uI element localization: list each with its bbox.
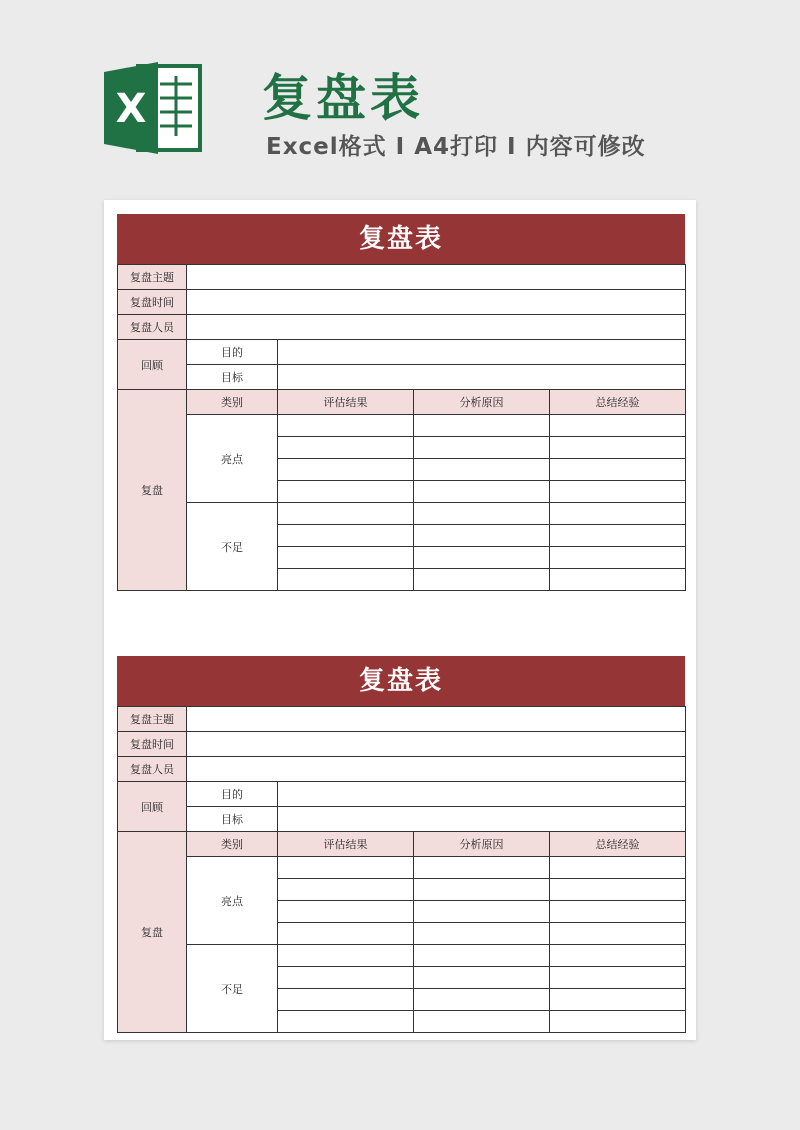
table-cell[interactable] bbox=[278, 923, 414, 945]
table-cell[interactable] bbox=[278, 547, 414, 569]
excel-logo-icon bbox=[104, 60, 204, 156]
table-cell[interactable] bbox=[278, 945, 414, 967]
table-cell[interactable] bbox=[550, 857, 686, 879]
topic-label: 复盘主题 bbox=[118, 265, 187, 290]
col-header-summary: 总结经验 bbox=[550, 832, 686, 857]
highlight-label: 亮点 bbox=[187, 857, 278, 945]
table-cell[interactable] bbox=[414, 989, 550, 1011]
table-cell[interactable] bbox=[278, 437, 414, 459]
table-cell[interactable] bbox=[278, 967, 414, 989]
shortfall-label: 不足 bbox=[187, 945, 278, 1033]
purpose-label: 目的 bbox=[187, 340, 278, 365]
shortfall-label: 不足 bbox=[187, 503, 278, 591]
table-cell[interactable] bbox=[278, 459, 414, 481]
people-cell[interactable] bbox=[187, 757, 686, 782]
table-cell[interactable] bbox=[278, 989, 414, 1011]
goal-cell[interactable] bbox=[278, 365, 686, 390]
col-header-result: 评估结果 bbox=[278, 390, 414, 415]
table-cell[interactable] bbox=[550, 945, 686, 967]
table-cell[interactable] bbox=[414, 437, 550, 459]
table-cell[interactable] bbox=[414, 481, 550, 503]
col-header-reason: 分析原因 bbox=[414, 390, 550, 415]
col-header-result: 评估结果 bbox=[278, 832, 414, 857]
table-cell[interactable] bbox=[550, 547, 686, 569]
table-cell[interactable] bbox=[550, 569, 686, 591]
table-cell[interactable] bbox=[278, 481, 414, 503]
sheet-title: 复盘表 bbox=[117, 214, 685, 264]
time-label: 复盘时间 bbox=[118, 290, 187, 315]
topic-cell[interactable] bbox=[187, 265, 686, 290]
topic-label: 复盘主题 bbox=[118, 707, 187, 732]
purpose-cell[interactable] bbox=[278, 782, 686, 807]
table-cell[interactable] bbox=[278, 525, 414, 547]
table-cell[interactable] bbox=[414, 857, 550, 879]
replay-label: 复盘 bbox=[118, 832, 187, 1033]
review-table bbox=[117, 264, 686, 591]
col-header-category: 类别 bbox=[187, 390, 278, 415]
time-cell[interactable] bbox=[187, 732, 686, 757]
purpose-cell[interactable] bbox=[278, 340, 686, 365]
col-header-summary: 总结经验 bbox=[550, 390, 686, 415]
table-cell[interactable] bbox=[414, 547, 550, 569]
table-cell[interactable] bbox=[278, 857, 414, 879]
people-cell[interactable] bbox=[187, 315, 686, 340]
review-table bbox=[117, 706, 686, 1033]
table-cell[interactable] bbox=[550, 415, 686, 437]
review-label: 回顾 bbox=[118, 340, 187, 390]
purpose-label: 目的 bbox=[187, 782, 278, 807]
table-cell[interactable] bbox=[278, 879, 414, 901]
time-cell[interactable] bbox=[187, 290, 686, 315]
table-cell[interactable] bbox=[414, 1011, 550, 1033]
table-cell[interactable] bbox=[550, 989, 686, 1011]
table-cell[interactable] bbox=[414, 525, 550, 547]
paper-sheet bbox=[104, 200, 696, 1040]
table-cell[interactable] bbox=[414, 569, 550, 591]
table-cell[interactable] bbox=[550, 459, 686, 481]
people-label: 复盘人员 bbox=[118, 757, 187, 782]
table-cell[interactable] bbox=[550, 879, 686, 901]
highlight-label: 亮点 bbox=[187, 415, 278, 503]
goal-label: 目标 bbox=[187, 807, 278, 832]
goal-cell[interactable] bbox=[278, 807, 686, 832]
table-cell[interactable] bbox=[550, 1011, 686, 1033]
page-title: 复盘表 bbox=[262, 69, 424, 127]
goal-label: 目标 bbox=[187, 365, 278, 390]
table-cell[interactable] bbox=[278, 569, 414, 591]
review-sheet-1 bbox=[117, 214, 685, 591]
table-cell[interactable] bbox=[414, 503, 550, 525]
table-cell[interactable] bbox=[550, 967, 686, 989]
table-cell[interactable] bbox=[414, 901, 550, 923]
table-cell[interactable] bbox=[414, 879, 550, 901]
table-cell[interactable] bbox=[278, 901, 414, 923]
review-label: 回顾 bbox=[118, 782, 187, 832]
table-cell[interactable] bbox=[550, 437, 686, 459]
time-label: 复盘时间 bbox=[118, 732, 187, 757]
review-sheet-2 bbox=[117, 656, 685, 1033]
table-cell[interactable] bbox=[414, 415, 550, 437]
table-cell[interactable] bbox=[414, 967, 550, 989]
col-header-reason: 分析原因 bbox=[414, 832, 550, 857]
topic-cell[interactable] bbox=[187, 707, 686, 732]
table-cell[interactable] bbox=[278, 415, 414, 437]
table-cell[interactable] bbox=[278, 503, 414, 525]
table-cell[interactable] bbox=[550, 481, 686, 503]
table-cell[interactable] bbox=[414, 923, 550, 945]
sheet-title: 复盘表 bbox=[117, 656, 685, 706]
people-label: 复盘人员 bbox=[118, 315, 187, 340]
page-subtitle: Excel格式 I A4打印 I 内容可修改 bbox=[266, 134, 646, 160]
table-cell[interactable] bbox=[278, 1011, 414, 1033]
table-cell[interactable] bbox=[414, 945, 550, 967]
page-header bbox=[0, 0, 800, 200]
table-cell[interactable] bbox=[550, 901, 686, 923]
replay-label: 复盘 bbox=[118, 390, 187, 591]
col-header-category: 类别 bbox=[187, 832, 278, 857]
table-cell[interactable] bbox=[550, 503, 686, 525]
table-cell[interactable] bbox=[550, 525, 686, 547]
table-cell[interactable] bbox=[414, 459, 550, 481]
logo-letter: X bbox=[115, 86, 147, 132]
table-cell[interactable] bbox=[550, 923, 686, 945]
